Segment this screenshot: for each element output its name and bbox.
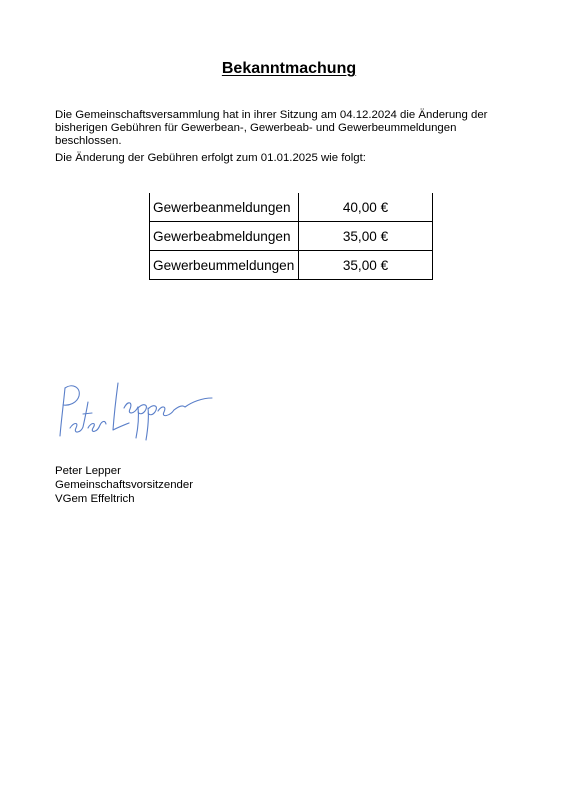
signer-role: Gemeinschaftsvorsitzender	[55, 479, 194, 491]
table-row	[150, 251, 433, 280]
fee-label: Gewerbeabmeldungen	[150, 222, 299, 251]
handwritten-signature	[52, 378, 217, 448]
fee-label: Gewerbeanmeldungen	[150, 193, 299, 222]
signer-name: Peter Lepper	[55, 465, 121, 477]
intro-paragraph: Die Gemeinschaftsversammlung hat in ihrer Sitzung am 04.12.2024 die Änderung der bisherigen Gebühren für Gewerbean-, Gewerbeab- und Gewerbeummeldungen beschlossen.	[55, 109, 488, 147]
fee-amount: 35,00 €	[299, 251, 433, 280]
fee-label: Gewerbeummeldungen	[150, 251, 299, 280]
table-row	[150, 222, 433, 251]
fee-amount: 35,00 €	[299, 222, 433, 251]
table-row	[150, 193, 433, 222]
document-title: Bekanntmachung	[221, 60, 357, 77]
fee-amount: 40,00 €	[299, 193, 433, 222]
signer-block	[55, 464, 193, 506]
effective-date-paragraph: Die Änderung der Gebühren erfolgt zum 01.01.2025 wie folgt:	[55, 152, 366, 164]
fee-table	[149, 193, 433, 280]
signer-organization: VGem Effeltrich	[55, 493, 135, 505]
